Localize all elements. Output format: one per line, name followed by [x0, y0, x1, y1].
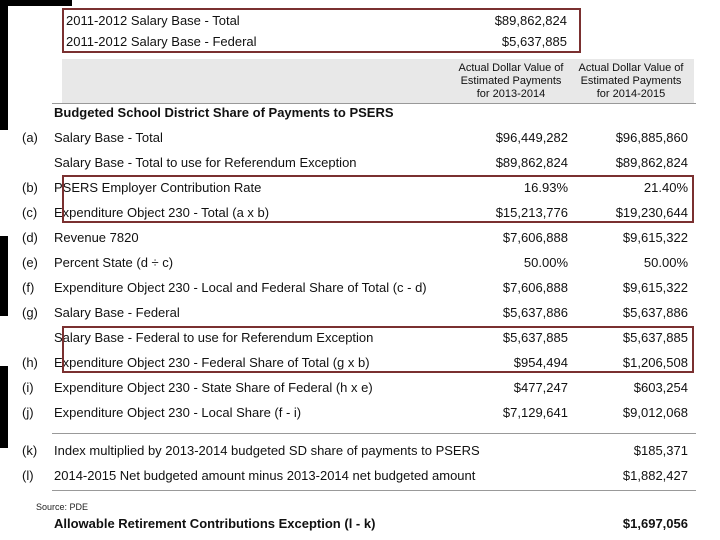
row-value-2013: $5,637,886 — [502, 305, 568, 320]
row-code: (i) — [22, 380, 34, 395]
row-label: Expenditure Object 230 - Local Share (f - i) — [54, 405, 302, 420]
row-value-2014: $19,230,644 — [615, 205, 688, 220]
section-title: Budgeted School District Share of Payments to PSERS — [54, 105, 394, 120]
highlight-box — [62, 326, 694, 373]
left-edge-bar — [0, 366, 8, 448]
row-code: (g) — [22, 305, 38, 320]
row-value-2013: $89,862,824 — [495, 155, 568, 170]
row-value-2014: $89,862,824 — [615, 155, 688, 170]
row-value-2013: $15,213,776 — [495, 205, 568, 220]
row-label: 2014-2015 Net budgeted amount minus 2013-2014 net budgeted amount — [54, 468, 476, 483]
row-label: Percent State (d ÷ c) — [54, 255, 174, 270]
divider — [52, 490, 696, 491]
row-value-2013: $7,129,641 — [502, 405, 568, 420]
row-value-2013: 50.00% — [523, 255, 568, 270]
row-label: Expenditure Object 230 - Total (a x b) — [54, 205, 270, 220]
row-label: Expenditure Object 230 - Local and Federal Share of Total (c - d) — [54, 280, 427, 295]
column-header-2014-2015: Actual Dollar Value of Estimated Payments for 2014-2015 — [578, 62, 684, 100]
row-code: (j) — [22, 405, 34, 420]
final-value: $1,697,056 — [622, 516, 688, 531]
row-value-2014: $5,637,885 — [622, 330, 688, 345]
row-value-2014: $185,371 — [633, 443, 688, 458]
row-value-2014: $9,615,322 — [622, 280, 688, 295]
row-code: (h) — [22, 355, 38, 370]
row-value-2014: $9,012,068 — [622, 405, 688, 420]
top-dark-bar — [0, 0, 72, 6]
highlight-box — [62, 8, 581, 53]
row-code: (k) — [22, 443, 38, 458]
row-value-2014: 21.40% — [643, 180, 688, 195]
row-code: (l) — [22, 468, 34, 483]
row-code: (f) — [22, 280, 35, 295]
row-label: Salary Base - Federal to use for Referendum Exception — [54, 330, 374, 345]
row-value-2013: $96,449,282 — [495, 130, 568, 145]
left-edge-bar — [0, 0, 8, 130]
row-value-2013: $954,494 — [513, 355, 568, 370]
row-code: (e) — [22, 255, 38, 270]
row-value-2013: $477,247 — [513, 380, 568, 395]
highlight-box — [62, 175, 694, 223]
row-value-2014: $5,637,886 — [622, 305, 688, 320]
source-note: Source: PDE — [36, 502, 89, 512]
left-edge-bar — [0, 236, 8, 316]
top-row-label: 2011-2012 Salary Base - Total — [66, 13, 240, 28]
row-value-2014: $1,882,427 — [622, 468, 688, 483]
divider — [52, 103, 696, 104]
row-value-2014: $96,885,860 — [615, 130, 688, 145]
row-label: Expenditure Object 230 - Federal Share of Total (g x b) — [54, 355, 370, 370]
row-label: Revenue 7820 — [54, 230, 139, 245]
final-label: Allowable Retirement Contributions Exception (l - k) — [54, 516, 376, 531]
row-code: (a) — [22, 130, 38, 145]
row-value-2013: 16.93% — [523, 180, 568, 195]
row-label: Salary Base - Federal — [54, 305, 180, 320]
row-value-2014: $603,254 — [633, 380, 688, 395]
row-code: (c) — [22, 205, 38, 220]
row-code: (d) — [22, 230, 38, 245]
top-row-value: $5,637,885 — [501, 34, 567, 49]
row-value-2014: $9,615,322 — [622, 230, 688, 245]
row-label: Salary Base - Total — [54, 130, 163, 145]
row-value-2014: $1,206,508 — [622, 355, 688, 370]
row-value-2013: $7,606,888 — [502, 230, 568, 245]
row-value-2014: 50.00% — [643, 255, 688, 270]
divider — [52, 433, 696, 434]
row-label: Salary Base - Total to use for Referendum Exception — [54, 155, 357, 170]
row-label: PSERS Employer Contribution Rate — [54, 180, 262, 195]
column-header-2013-2014: Actual Dollar Value of Estimated Payments for 2013-2014 — [458, 62, 564, 100]
row-value-2013: $5,637,885 — [502, 330, 568, 345]
row-value-2013: $7,606,888 — [502, 280, 568, 295]
row-code: (b) — [22, 180, 38, 195]
row-label: Index multiplied by 2013-2014 budgeted SD share of payments to PSERS — [54, 443, 480, 458]
top-row-value: $89,862,824 — [494, 13, 567, 28]
row-label: Expenditure Object 230 - State Share of Federal (h x e) — [54, 380, 373, 395]
top-row-label: 2011-2012 Salary Base - Federal — [66, 34, 257, 49]
